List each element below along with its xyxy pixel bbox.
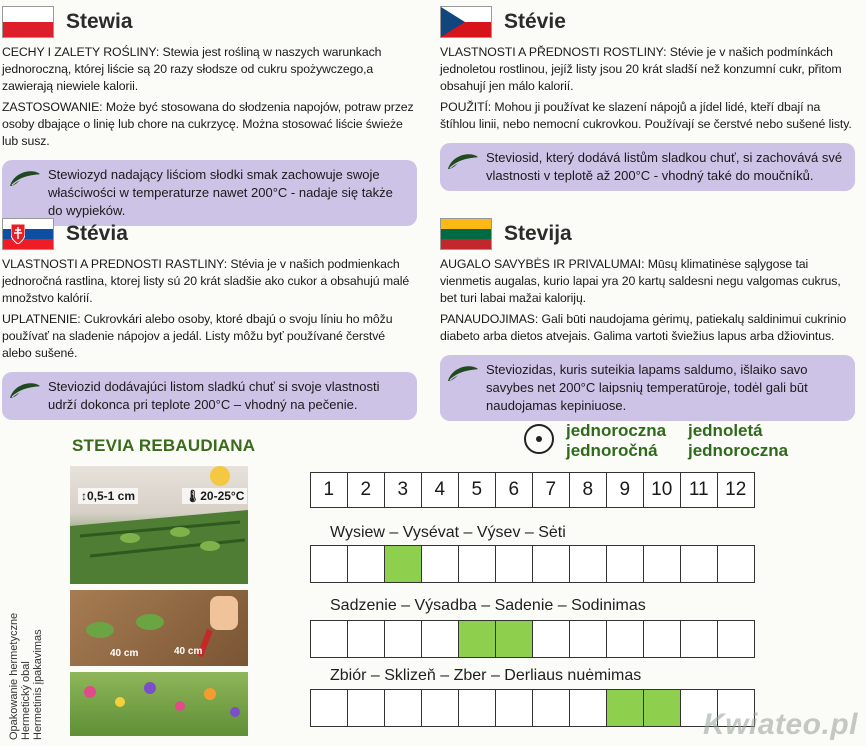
active-month-cell: [643, 689, 682, 727]
annual-symbol-icon: [524, 424, 554, 454]
month-cell: [606, 545, 645, 583]
leaf-icon: [446, 363, 480, 385]
month-cell: [310, 689, 349, 727]
legend-pl: jednoroczna: [566, 421, 667, 440]
month-cell: [680, 545, 719, 583]
month-cell: 1: [310, 472, 349, 508]
row-label-planting: Sadzenie – Výsadba – Sadenie – Sodinimas: [330, 597, 646, 614]
row-label-sowing: Wysiew – Vysévat – Výsev – Sėti: [330, 524, 566, 541]
watermark: Kwiateo.pl: [702, 708, 858, 741]
month-cell: [310, 545, 349, 583]
month-cell: 6: [495, 472, 534, 508]
month-cell: 8: [569, 472, 608, 508]
active-month-cell: [606, 689, 645, 727]
planting-photo: [70, 590, 248, 666]
month-cell: [569, 620, 608, 658]
month-cell: [384, 689, 423, 727]
month-cell: 4: [421, 472, 460, 508]
callout-text: Stewiozyd nadający liściom słodki smak zachowuje swoje właściwości w temperaturze nawet 200°C - nadaje się także do wypieków.: [48, 167, 393, 218]
features-text: CECHY I ZALETY ROŚLINY: Stewia jest rośliną w naszych warunkach jednoroczną, której liście są 20 razy słodsze od cukru spożywczego,a zawierają niewiele kalorii.: [2, 45, 382, 93]
legend-sk: jednoročná: [566, 441, 658, 460]
month-cell: [643, 545, 682, 583]
leaf-icon: [8, 168, 42, 190]
month-cell: 10: [643, 472, 682, 508]
spacing-label-a: 40 cm: [110, 648, 139, 659]
month-cell: [421, 689, 460, 727]
depth-label: ↕0,5-1 cm: [78, 488, 138, 504]
month-cell: [643, 620, 682, 658]
callout-text: Steviozid dodávajúci listom sladkú chuť si svoje vlastnosti udrží dokonca pri teplote 200°C – vhodný na pečenie.: [48, 379, 380, 412]
features-text: VLASTNOSTI A PREDNOSTI RASTLINY: Stévia je v našich podmienkach jednoročná rastlina, ktorej listy sú 20 krát sladšie ako cukor a obsahujú malé množstvo kalórií.: [2, 257, 410, 305]
usage-text: PANAUDOJIMAS: Gali būti naudojama gėrimų, patiekalų saldinimui cukrinio diabeto arba dietos atvejais. Galima vartoti šviežius lapus arba džiovintus.: [440, 312, 847, 343]
month-cell: [310, 620, 349, 658]
month-cell: [347, 620, 386, 658]
packaging-text: Opakowanie hermetyczne Hermetický obal Hermetinis įpakavimas: [8, 612, 44, 740]
usage-text: ZASTOSOWANIE: Może być stosowana do słodzenia napojów, potraw przez osoby dbające o linię lub chore na cukrzycę. Można stosować liście świeże lub susz.: [2, 100, 414, 148]
month-cell: [532, 620, 571, 658]
temperature-label: 🌡20-25°C: [182, 488, 247, 504]
garden-photo: [70, 672, 248, 736]
month-cell: 5: [458, 472, 497, 508]
month-cell: [680, 620, 719, 658]
usage-text: UPLATNENIE: Cukrovkári alebo osoby, ktoré dbajú o svoju líniu ho môžu používať na sladenie nápojov a jedál. Listy môžu byť používané čerstvé alebo sušené.: [2, 312, 393, 360]
species-name: STEVIA REBAUDIANA: [72, 436, 256, 455]
month-cell: [458, 689, 497, 727]
month-cell: 7: [532, 472, 571, 508]
active-month-cell: [384, 545, 423, 583]
month-cell: [569, 545, 608, 583]
features-text: AUGALO SAVYBĖS IR PRIVALUMAI: Mūsų klimatinėse sąlygose tai vienmetis augalas, kurio lapai yra 20 kartų saldesni negu valgomas cukrus, bet turi labai mažai kalorijų.: [440, 257, 841, 305]
month-cell: [532, 545, 571, 583]
callout-box: [440, 355, 855, 421]
harvest-grid: [311, 689, 755, 727]
month-cell: [421, 545, 460, 583]
section-slovak: [2, 216, 417, 420]
flag-slovakia-icon: [2, 218, 54, 250]
spacing-label-b: 40 cm: [174, 646, 203, 657]
section-lithuanian: [440, 216, 855, 421]
month-cell: 11: [680, 472, 719, 508]
month-cell: [717, 545, 756, 583]
active-month-cell: [458, 620, 497, 658]
section-title: Stevija: [504, 222, 572, 245]
month-cell: [569, 689, 608, 727]
usage-text: POUŽITÍ: Mohou ji používat ke slazení nápojů a jídel lidé, kteří dbají na štíhlou linii, nebo nemocní cukrovkou. Používají se čerstvé nebo sušené listy.: [440, 100, 852, 131]
callout-box: [440, 143, 855, 191]
month-cell: [421, 620, 460, 658]
flag-poland-icon: [2, 6, 54, 38]
leaf-icon: [8, 380, 42, 402]
month-cell: 2: [347, 472, 386, 508]
planting-grid: [311, 620, 755, 658]
month-header: [311, 472, 755, 508]
callout-text: Steviozidas, kuris suteikia lapams saldumo, išlaiko savo savybes net 200°C laipsnių temperatūroje, todėl gali būt naudojamas kepiniuose.: [486, 362, 808, 413]
section-title: Stewia: [66, 10, 133, 33]
section-polish: [2, 4, 417, 226]
section-czech: [440, 4, 855, 191]
leaf-icon: [446, 151, 480, 173]
features-text: VLASTNOSTI A PŘEDNOSTI ROSTLINY: Stévie je v našich podmínkách jednoletou rostlinou, jejíž listy jsou 20 krát sladší než konzumní cukr, přitom obsahují jen málo kalorií.: [440, 45, 842, 93]
month-cell: 12: [717, 472, 756, 508]
legend-lt: jednoroczna: [688, 441, 789, 460]
month-cell: [606, 620, 645, 658]
month-cell: [532, 689, 571, 727]
month-cell: [717, 620, 756, 658]
legend-cz: jednoletá: [688, 421, 763, 440]
callout-text: Steviosid, který dodává listům sladkou chuť, si zachovává své vlastnosti v teplotě až 200°C - vhodný také do moučníků.: [486, 150, 843, 183]
section-title: Stévie: [504, 10, 566, 33]
month-cell: [384, 620, 423, 658]
seed-tray-photo: [70, 466, 248, 584]
active-month-cell: [495, 620, 534, 658]
sowing-grid: [311, 545, 755, 583]
callout-box: [2, 372, 417, 420]
section-title: Stévia: [66, 222, 128, 245]
month-cell: 9: [606, 472, 645, 508]
month-cell: [347, 689, 386, 727]
month-cell: [495, 545, 534, 583]
month-cell: 3: [384, 472, 423, 508]
flag-lithuania-icon: [440, 218, 492, 250]
row-label-harvest: Zbiór – Sklizeň – Zber – Derliaus nuėmimas: [330, 667, 642, 684]
flag-czech-icon: [440, 6, 492, 38]
month-cell: [458, 545, 497, 583]
month-cell: [347, 545, 386, 583]
month-cell: [495, 689, 534, 727]
